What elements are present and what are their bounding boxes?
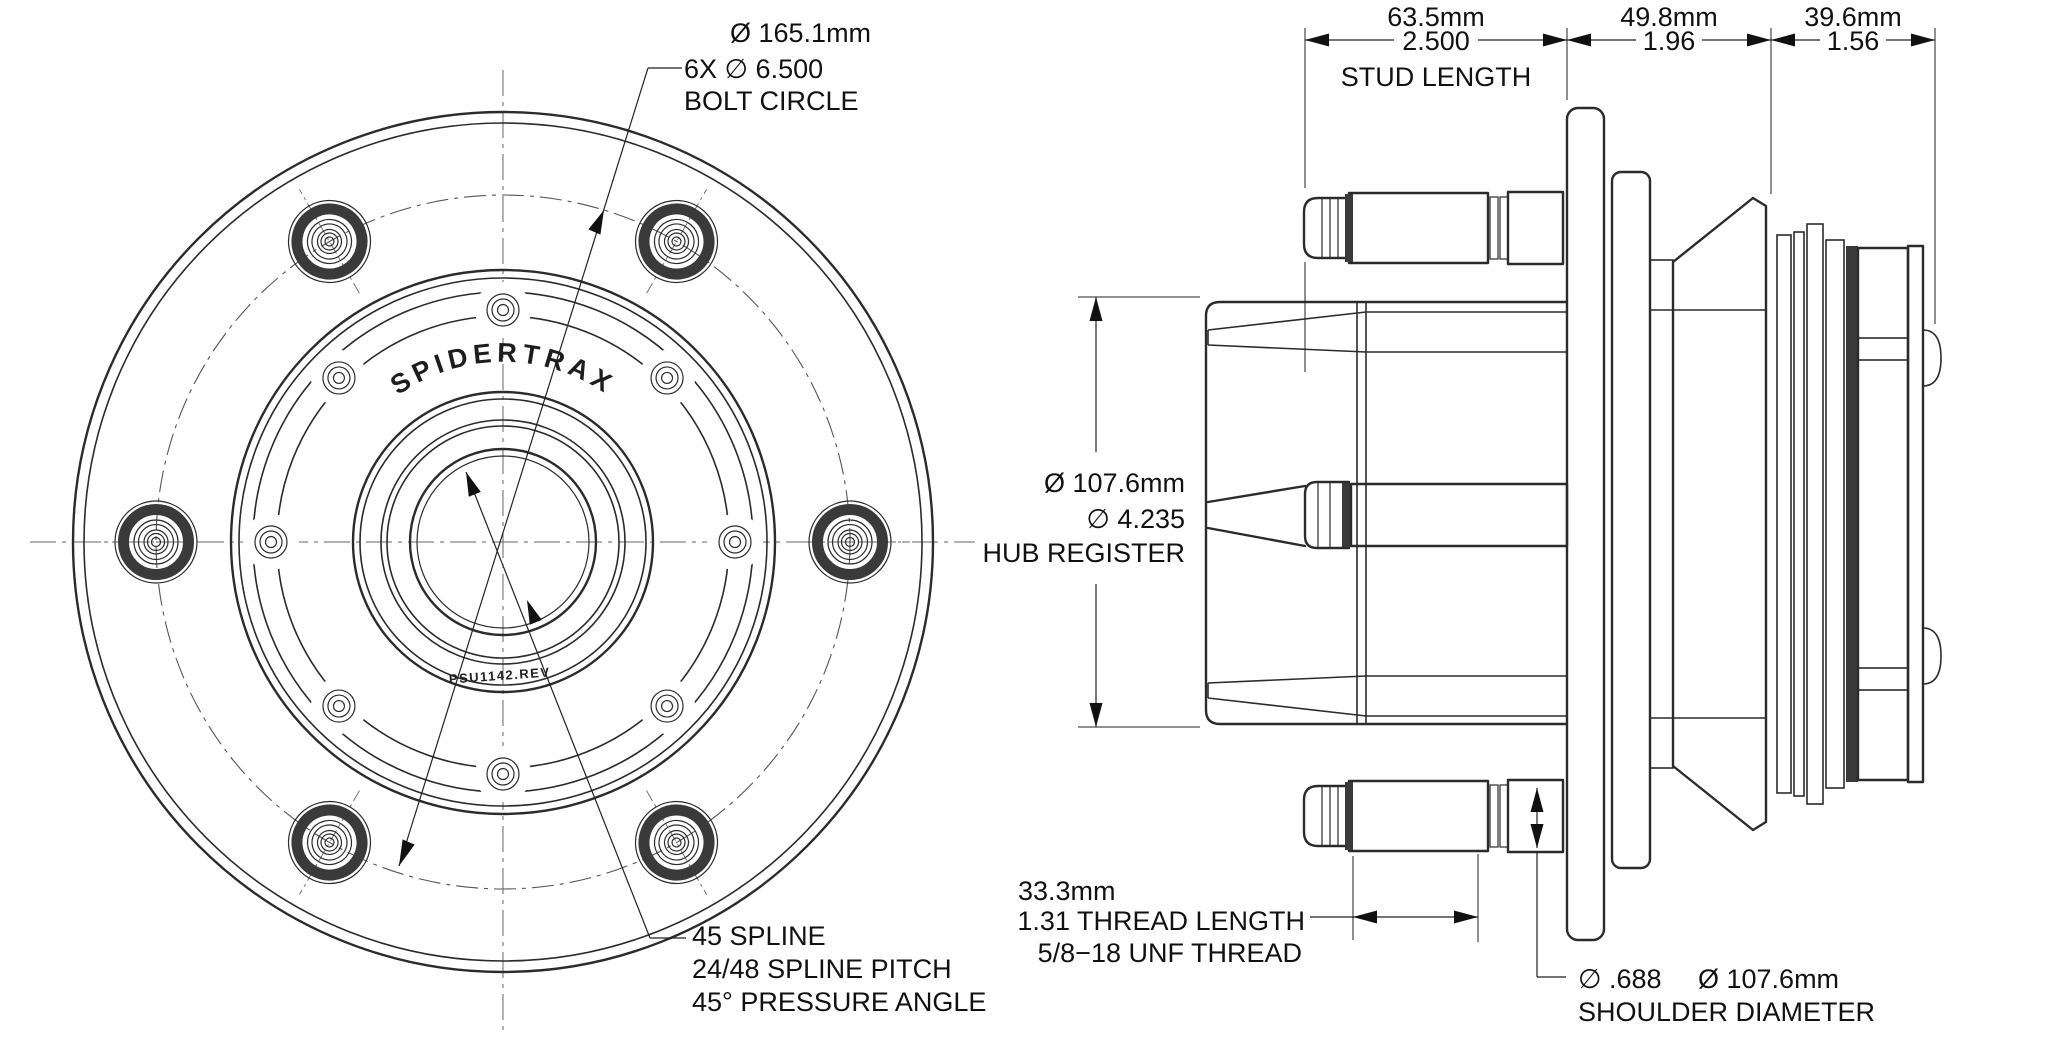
side-view xyxy=(982,2,1941,1027)
thread-metric: 33.3mm xyxy=(1018,876,1116,906)
top-dimensions xyxy=(1305,2,1935,372)
thread-imperial: 1.31 THREAD LENGTH xyxy=(1017,906,1305,936)
hub-register-metric: Ø 107.6mm xyxy=(1043,468,1185,498)
stud-length-metric: 63.5mm xyxy=(1387,2,1485,32)
stud-bottom xyxy=(1304,780,1563,852)
hub-width-metric: 49.8mm xyxy=(1620,2,1718,32)
nose-width-metric: 39.6mm xyxy=(1804,2,1902,32)
bolt-circle-caption: BOLT CIRCLE xyxy=(684,86,859,116)
back-plate xyxy=(1612,172,1650,868)
stud-middle xyxy=(1208,482,1567,548)
hub-width-imperial: 1.96 xyxy=(1642,26,1696,56)
stud-length-imperial: 2.500 xyxy=(1402,26,1470,56)
spline-line2: 24/48 SPLINE PITCH xyxy=(692,954,952,984)
bolt-circle-imperial: 6X ∅ 6.500 xyxy=(684,54,824,84)
spline-label xyxy=(692,921,986,1017)
nose-width-imperial: 1.56 xyxy=(1826,26,1880,56)
stud-top xyxy=(1304,192,1563,264)
hub-register-caption: HUB REGISTER xyxy=(982,538,1185,568)
part-number-text: PSU1142.REV xyxy=(448,664,551,687)
bolt-circle-label xyxy=(684,18,871,116)
spline-line3: 45° PRESSURE ANGLE xyxy=(692,987,987,1017)
front-view xyxy=(30,18,986,1030)
thread-dimension xyxy=(1017,854,1478,968)
shoulder-dimension xyxy=(1531,788,1876,1027)
stud-length-caption: STUD LENGTH xyxy=(1340,62,1532,92)
shoulder-metric: Ø 107.6mm xyxy=(1698,964,1840,994)
spline-line1: 45 SPLINE xyxy=(692,921,826,951)
shoulder-caption: SHOULDER DIAMETER xyxy=(1578,997,1876,1027)
hub-body xyxy=(1650,198,1941,830)
brand-text: SPIDERTRAX xyxy=(385,337,621,401)
shoulder-imperial: ∅ .688 xyxy=(1578,964,1662,994)
hub-register-barrel xyxy=(1206,302,1567,724)
bolt-circle-metric: Ø 165.1mm xyxy=(730,18,872,48)
thread-spec: 5/8−18 UNF THREAD xyxy=(1037,938,1302,968)
hub-register-imperial: ∅ 4.235 xyxy=(1086,504,1185,534)
hub-register-dimension xyxy=(982,297,1200,727)
mounting-flange xyxy=(1567,108,1604,940)
bolt-circle-leader xyxy=(399,68,682,866)
